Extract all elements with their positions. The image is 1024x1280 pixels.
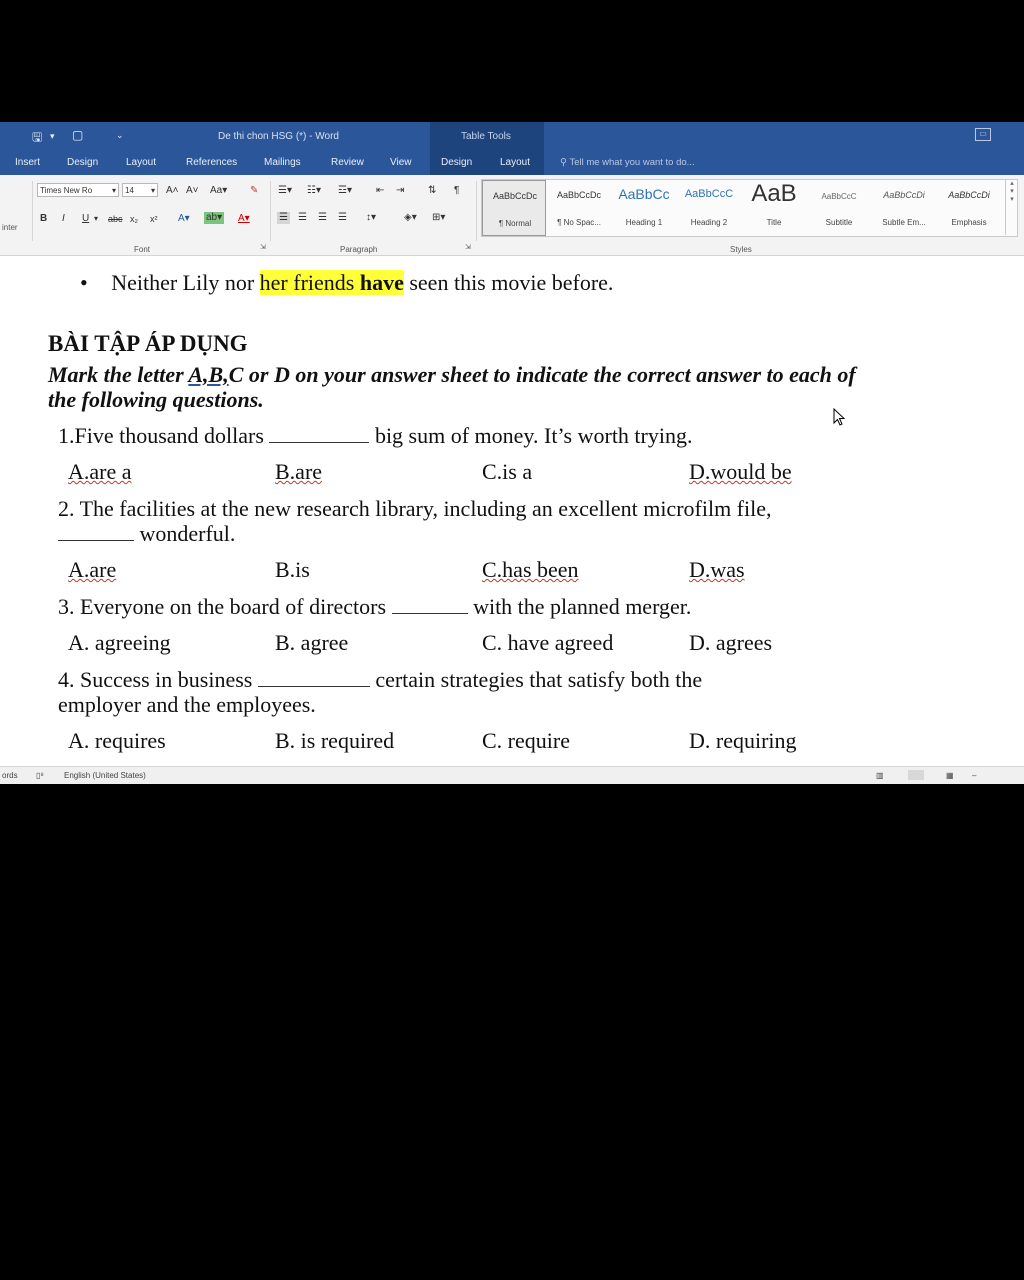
style-name: Subtle Em... (882, 218, 926, 227)
option-d: D. requiring (689, 728, 797, 753)
question-text: 4. Success in business (58, 667, 253, 692)
align-center-icon[interactable]: ☰ (298, 212, 307, 223)
justify-icon[interactable]: ☰ (338, 212, 347, 223)
style-name: ¶ Normal (498, 219, 532, 228)
tab-references[interactable]: References (186, 157, 238, 168)
option-b: B. agree (275, 630, 349, 655)
chevron-up-icon[interactable]: ▴ (1010, 180, 1014, 187)
font-name-value: Times New Ro (40, 186, 93, 195)
answer-blank (58, 522, 134, 541)
align-left-icon[interactable]: ☰ (279, 212, 288, 223)
superscript-icon[interactable]: x² (150, 214, 158, 224)
highlighted-bold-text: have (359, 270, 404, 295)
zoom-out-icon[interactable]: – (972, 771, 977, 780)
font-color-icon[interactable]: A▾ (238, 213, 250, 224)
text-effects-icon[interactable]: A▾ (178, 213, 190, 224)
highlighted-text: her friends (259, 270, 360, 295)
question-text: with the planned merger. (473, 594, 692, 619)
document-page[interactable] (0, 256, 1024, 766)
question-2-line-2 (58, 521, 235, 547)
web-layout-icon[interactable]: ▦ (946, 771, 954, 780)
underline-dropdown-icon[interactable]: ▾ (94, 214, 99, 223)
option-b: B. is required (275, 728, 395, 753)
multilevel-list-icon[interactable]: ☲▾ (338, 185, 352, 196)
style-title[interactable] (742, 180, 806, 236)
tab-review[interactable]: Review (331, 157, 364, 168)
shading-icon[interactable]: ◈▾ (404, 212, 417, 223)
ribbon-display-options-icon[interactable]: ▭ (975, 128, 991, 141)
option-d: D.was (689, 557, 745, 582)
style-heading-1[interactable] (612, 180, 676, 236)
paste-group-label: inter (2, 223, 18, 232)
font-group-label: Font (134, 245, 151, 254)
line-spacing-icon[interactable]: ↕▾ (366, 212, 377, 223)
style-subtitle[interactable] (807, 180, 871, 236)
question-4-line-2: employer and the employees. (58, 692, 316, 717)
change-case-icon[interactable]: Aa▾ (210, 185, 228, 196)
option-d: D. agrees (689, 630, 773, 655)
tab-view[interactable]: View (390, 157, 412, 168)
status-bar (0, 766, 1024, 784)
tab-table-layout[interactable]: Layout (500, 157, 531, 168)
subscript-icon[interactable]: x₂ (130, 214, 138, 224)
instruction-line-2: the following questions. (48, 387, 264, 412)
table-tools-label: Table Tools (461, 131, 511, 142)
font-size-box[interactable] (122, 183, 158, 197)
question-text: 3. Everyone on the board of directors (58, 594, 387, 619)
tab-design[interactable]: Design (67, 157, 99, 168)
customize-qat-icon[interactable]: ⌄ (116, 130, 124, 140)
bullet-text-pre: Neither Lily nor (111, 270, 260, 295)
bullet-text-post: seen this movie before. (403, 270, 614, 295)
option-c: C. require (482, 728, 570, 753)
read-mode-icon[interactable]: ▥ (876, 771, 884, 780)
strikethrough-icon[interactable]: abc (108, 214, 123, 224)
style-subtle-emphasis[interactable] (872, 180, 936, 236)
tab-insert[interactable]: Insert (15, 157, 41, 168)
option-a: A.are a (68, 459, 132, 484)
question-text: 1.Five thousand dollars (58, 423, 264, 448)
option-a: A. agreeing (68, 630, 171, 655)
bold-icon[interactable]: B (40, 213, 48, 224)
style-sample: AaBbCcDi (948, 190, 990, 200)
question-3 (58, 594, 691, 620)
ribbon-separator (270, 181, 271, 241)
font-name-box[interactable] (37, 183, 119, 197)
chevron-down-icon: ▾ (111, 186, 116, 195)
style-sample: AaBbCcDc (556, 190, 601, 200)
style-normal[interactable] (482, 180, 546, 236)
ribbon-tabs (0, 152, 1024, 175)
more-icon[interactable]: ▾ (1010, 196, 1014, 203)
section-heading: BÀI TẬP ÁP DỤNG (48, 331, 248, 356)
style-name: Subtitle (825, 218, 853, 227)
new-document-icon[interactable]: ▢ (72, 128, 84, 142)
style-emphasis[interactable] (937, 180, 1001, 236)
option-c: C.has been (482, 557, 579, 582)
question-4 (58, 667, 702, 693)
shrink-font-icon[interactable]: A˅ (186, 185, 199, 196)
option-b: B.is (275, 557, 310, 582)
answer-blank (258, 668, 370, 687)
tab-table-design[interactable]: Design (441, 157, 473, 168)
sort-icon[interactable]: ⇅ (428, 185, 437, 196)
proofing-icon[interactable]: ▯⁸ (36, 771, 44, 780)
numbering-icon[interactable]: ☷▾ (307, 185, 321, 196)
print-layout-icon[interactable] (908, 770, 924, 780)
tell-me-search[interactable] (560, 157, 695, 168)
style-sample: AaB (751, 180, 797, 207)
answer-blank (269, 424, 369, 443)
question-text: certain strategies that satisfy both the (375, 667, 703, 692)
bullet-line (80, 270, 613, 296)
ribbon-separator (32, 181, 33, 241)
language-indicator[interactable]: English (United States) (64, 771, 146, 780)
italic-icon[interactable]: I (62, 213, 65, 224)
answer-blank (392, 595, 468, 614)
word-count[interactable]: ords (2, 771, 18, 780)
paragraph-dialog-launcher-icon[interactable]: ⇲ (465, 244, 471, 251)
paragraph-group-label: Paragraph (340, 245, 378, 254)
decrease-indent-icon[interactable]: ⇤ (376, 185, 385, 196)
highlight-icon[interactable]: ab▾ (206, 212, 223, 223)
tab-mailings[interactable]: Mailings (264, 157, 301, 168)
increase-indent-icon[interactable]: ⇥ (396, 185, 405, 196)
ribbon (0, 175, 1024, 256)
title-bar (0, 122, 1024, 152)
question-1 (58, 423, 693, 449)
style-name: Heading 2 (690, 218, 728, 227)
font-size-value: 14 (125, 186, 134, 195)
show-paragraph-marks-icon[interactable]: ¶ (454, 185, 460, 196)
style-sample: AaBbCcDi (883, 190, 925, 200)
styles-group-label: Styles (730, 245, 752, 254)
instruction-text: C or D on your answer sheet to indicate the correct answer to each of (228, 362, 856, 387)
instruction-text: Mark the letter (48, 362, 189, 387)
question-text: big sum of money. It’s worth trying. (374, 423, 693, 448)
option-d: D.would be (689, 459, 792, 484)
question-text: wonderful. (139, 521, 236, 546)
style-name: Emphasis (951, 218, 987, 227)
ribbon-separator (476, 181, 477, 241)
tell-me-text: Tell me what you want to do... (569, 157, 695, 168)
bullet-icon: • (80, 270, 88, 295)
clear-formatting-icon[interactable]: ✎ (250, 185, 259, 196)
document-title: De thi chon HSG (*) - Word (218, 131, 339, 142)
style-name: Heading 1 (625, 218, 663, 227)
option-c: C.is a (482, 459, 533, 484)
align-right-icon[interactable]: ☰ (318, 212, 327, 223)
word-window (0, 122, 1024, 784)
style-heading-2[interactable] (677, 180, 741, 236)
option-a: A.are (68, 557, 117, 582)
style-sample: AaBbCcDc (492, 191, 537, 201)
font-dialog-launcher-icon[interactable]: ⇲ (260, 244, 266, 251)
style-sample: AaBbCc (618, 186, 670, 202)
chevron-down-icon[interactable]: ▾ (1010, 188, 1014, 195)
undo-dropdown-icon[interactable]: ▾ (50, 131, 55, 141)
lightbulb-icon: ⚲ (560, 157, 570, 168)
style-name: Title (766, 218, 782, 227)
bullets-icon[interactable]: ☰▾ (278, 185, 292, 196)
styles-scroll[interactable] (1005, 179, 1018, 235)
grow-font-icon[interactable]: A˄ (166, 185, 179, 196)
styles-gallery (481, 179, 1018, 237)
borders-icon[interactable]: ⊞▾ (432, 212, 446, 223)
instruction-underlined: A,B, (188, 362, 229, 387)
question-2: 2. The facilities at the new research library, including an excellent microfilm file, (58, 496, 772, 521)
option-c: C. have agreed (482, 630, 614, 655)
chevron-down-icon: ▾ (150, 186, 155, 195)
style-name: ¶ No Spac... (557, 218, 601, 227)
style-no-spacing[interactable] (547, 180, 611, 236)
option-b: B.are (275, 459, 323, 484)
mouse-cursor-icon (833, 408, 847, 428)
tab-layout[interactable]: Layout (126, 157, 157, 168)
instruction-line-1 (48, 362, 856, 388)
style-sample: AaBbCcC (821, 192, 857, 201)
style-sample: AaBbCcC (684, 188, 734, 200)
option-a: A. requires (68, 728, 166, 753)
underline-icon[interactable]: U (82, 213, 90, 224)
save-icon[interactable]: 🖫 (32, 130, 43, 144)
